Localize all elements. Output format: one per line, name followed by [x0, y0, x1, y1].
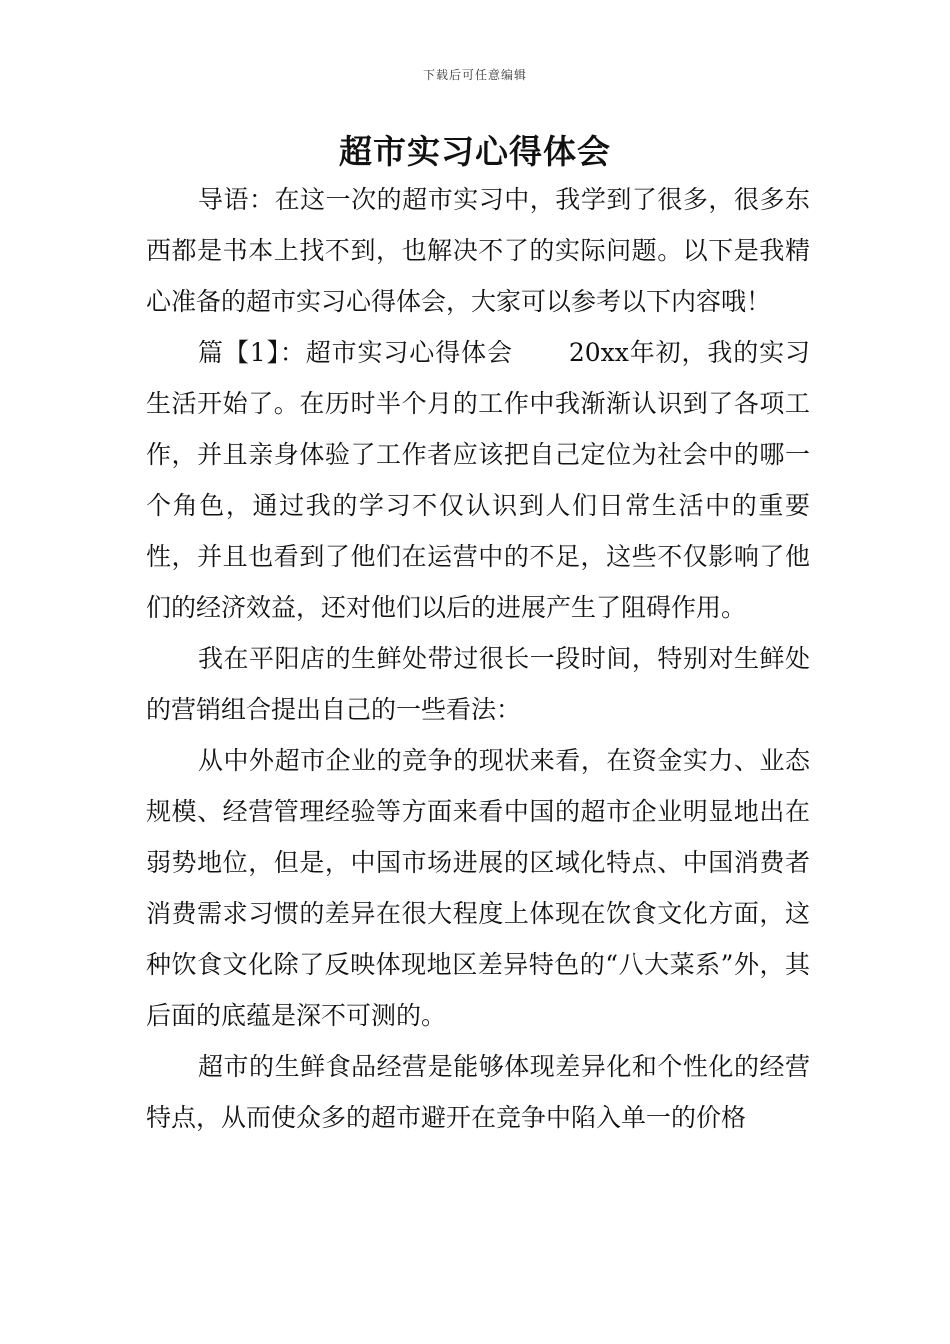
intro-paragraph: 导语：在这一次的超市实习中，我学到了很多，很多东西都是书本上找不到，也解决不了的实际问题。以下是我精心准备的超市实习心得体会，大家可以参考以下内容哦！ — [146, 185, 810, 316]
paragraph-5: 超市的生鲜食品经营是能够体现差异化和个性化的经营特点，从而使众多的超市避开在竞争中陷入单一的价格 — [146, 1052, 810, 1132]
document-title: 超市实习心得体会 — [339, 132, 611, 171]
section-1-heading: 篇【1】：超市实习心得体会 — [198, 338, 513, 367]
paragraph-4: 从中外超市企业的竞争的现状来看，在资金实力、业态规模、经营管理经验等方面来看中国的超市企业明显地出在弱势地位，但是，中国市场进展的区域化特点、中国消费者消费需求习惯的差异在很大程度上体现在饮食文化方面，这种饮食文化除了反映体现地区差异特色的“八大菜系”外，其后面的底蕴是深不可测的。 — [146, 746, 810, 1030]
section-1-body: 20xx年初，我的实习生活开始了。在历时半个月的工作中我渐渐认识到了各项工作，并且亲身体验了工作者应该把自己定位为社会中的哪一个角色，通过我的学习不仅认识到人们日常生活中的重要性，并且也看到了他们在运营中的不足，这些不仅影响了他们的经济效益，还对他们以后的进展产生了阻碍作用。 — [146, 338, 810, 622]
document-body — [146, 174, 810, 1143]
paragraph-3: 我在平阳店的生鲜处带过很长一段时间，特别对生鲜处的营销组合提出自己的一些看法： — [146, 644, 810, 724]
section-1-paragraph — [146, 327, 810, 633]
header-note: 下载后可任意编辑 — [422, 68, 527, 82]
